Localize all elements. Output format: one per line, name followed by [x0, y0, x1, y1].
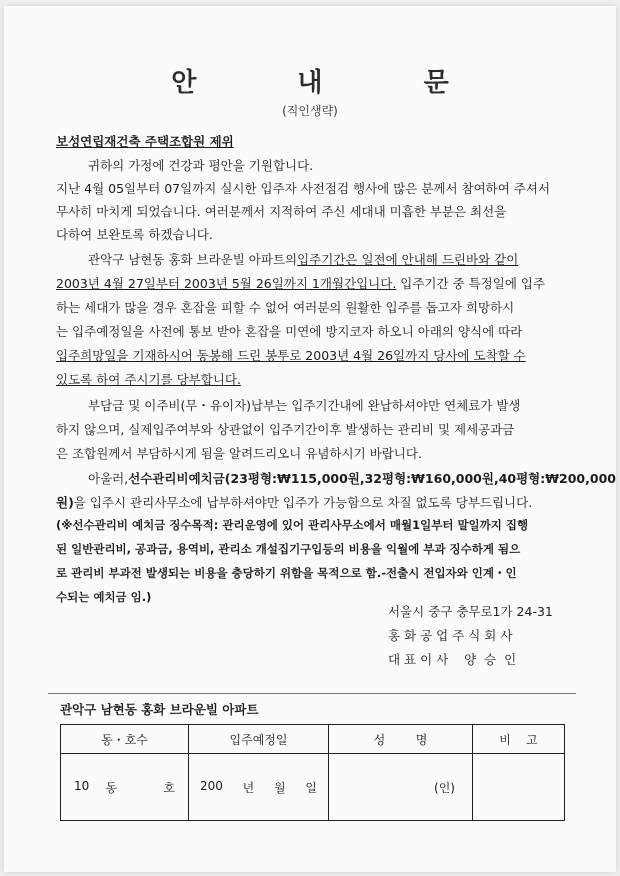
move-in-period: 2003년 4월 27일부터 2003년 5월 26일까지 1개월간입니다. [56, 276, 397, 291]
dong-label: 동 [105, 780, 118, 795]
dong-number: 10 [74, 778, 90, 793]
header-remarks: 비 고 [473, 725, 565, 754]
year-label: 년 [242, 780, 255, 795]
para2-line5: 입주희망일을 기재하시어 동봉해 드린 봉투로 2003년 4월 26일까지 당사에 도착할 수 [56, 348, 526, 363]
header-name: 성 명 [329, 725, 473, 754]
seal-omitted-note: (직인생략) [282, 104, 338, 118]
form-header-row [61, 725, 565, 754]
para3-line2: 하지 않으며, 실제입주여부와 상관없이 입주기간이후 발생하는 관리비 및 제세공과금 [56, 422, 515, 437]
para2-line4: 는 입주예정일을 사전에 통보 받아 혼잡을 미연에 방지코자 하오니 아래의 양식에 따라 [56, 324, 523, 339]
para4-line2-bold: 원) [56, 495, 74, 510]
ho-label: 호 [163, 780, 175, 795]
form-entry-row [61, 754, 565, 821]
company-address: 서울시 중구 충무로1가 24-31 [388, 604, 553, 619]
form-title: 관악구 남현동 홍화 브라운빌 아파트 [60, 702, 259, 717]
para4-line2 [56, 493, 532, 511]
remarks-field[interactable] [473, 754, 565, 821]
para4-line2-plain: 을 입주시 관리사무소에 납부하셔야만 입주가 가능함으로 차질 없도록 당부드립니다. [73, 495, 533, 510]
para2-line1-underlined: 입주기간은 일전에 안내해 드린바와 같이 [297, 252, 519, 267]
note-line3: 로 관리비 부과전 발생되는 비용을 충당하기 위함을 목적으로 함.-전출시 전입자와 인계・인 [56, 566, 517, 580]
para3-line1: 부담금 및 이주비(무・유이자)납부는 입주기간내에 완납하셔야만 연체료가 발생 [88, 398, 521, 413]
day-label: 일 [305, 780, 317, 795]
addressee: 보성연립재건축 주택조합원 제위 [56, 134, 234, 149]
para2-line1 [88, 250, 518, 268]
header-unit: 동・호수 [61, 725, 189, 754]
para1-line3: 다하여 보완토록 하겠습니다. [56, 227, 213, 242]
notice-sheet [4, 6, 616, 872]
para2-line2-plain: 입주기간 중 특정일에 입주 [396, 276, 546, 291]
note-line4: 수되는 예치금 임.) [56, 590, 152, 604]
para2-line3: 하는 세대가 많을 경우 혼잡을 피할 수 없어 여러분의 원활한 입주를 돕고자 희망하시 [56, 300, 515, 315]
page-title: 안 내 문 [171, 68, 495, 98]
seal-mark: (인) [434, 780, 455, 795]
greeting: 귀하의 가정에 건강과 평안을 기원합니다. [88, 158, 314, 173]
move-in-form-table [60, 724, 565, 821]
deposit-amounts: 선수관리비예치금(23평형:₩115,000원,32평형:₩160,000원,40평형:₩200,000 [128, 471, 616, 486]
note-line1: (※선수관리비 예치금 징수목적: 관리운영에 있어 관리사무소에서 매월1일부터 말일까지 집행 [56, 518, 529, 532]
para4-line1-plain: 아울러, [88, 471, 129, 486]
para2-line1-plain: 관악구 남현동 홍화 브라운빌 아파트의 [88, 252, 298, 267]
year-prefix: 200 [200, 778, 223, 793]
name-field[interactable] [329, 754, 473, 821]
para4-line1 [88, 469, 616, 487]
company-ceo: 대 표 이 사 양 승 인 [388, 652, 517, 667]
move-in-date-field[interactable] [189, 754, 329, 821]
month-label: 월 [274, 780, 286, 795]
cut-line-divider [48, 693, 576, 694]
para2-line2 [56, 274, 545, 292]
note-line2: 된 일반관리비, 공과금, 용역비, 관리소 개설집기구입등의 비용을 익월에 부과 징수하게 됨으 [56, 542, 521, 556]
header-move-in-date: 입주예정일 [189, 725, 329, 754]
para3-line3: 은 조합원께서 부담하시게 됨을 알려드리오니 유념하시기 바랍니다. [56, 446, 422, 461]
para1-line1: 지난 4월 05일부터 07일까지 실시한 입주자 사전점검 행사에 많은 분께서 참여하여 주셔서 [56, 181, 551, 196]
unit-field[interactable] [61, 754, 189, 821]
para1-line2: 무사히 마치게 되었습니다. 여러분께서 지적하여 주신 세대내 미흡한 부분은 최선을 [56, 204, 507, 219]
company-name: 홍 화 공 업 주 식 회 사 [388, 628, 513, 643]
para2-line6: 있도록 하여 주시기를 당부합니다. [56, 372, 241, 387]
